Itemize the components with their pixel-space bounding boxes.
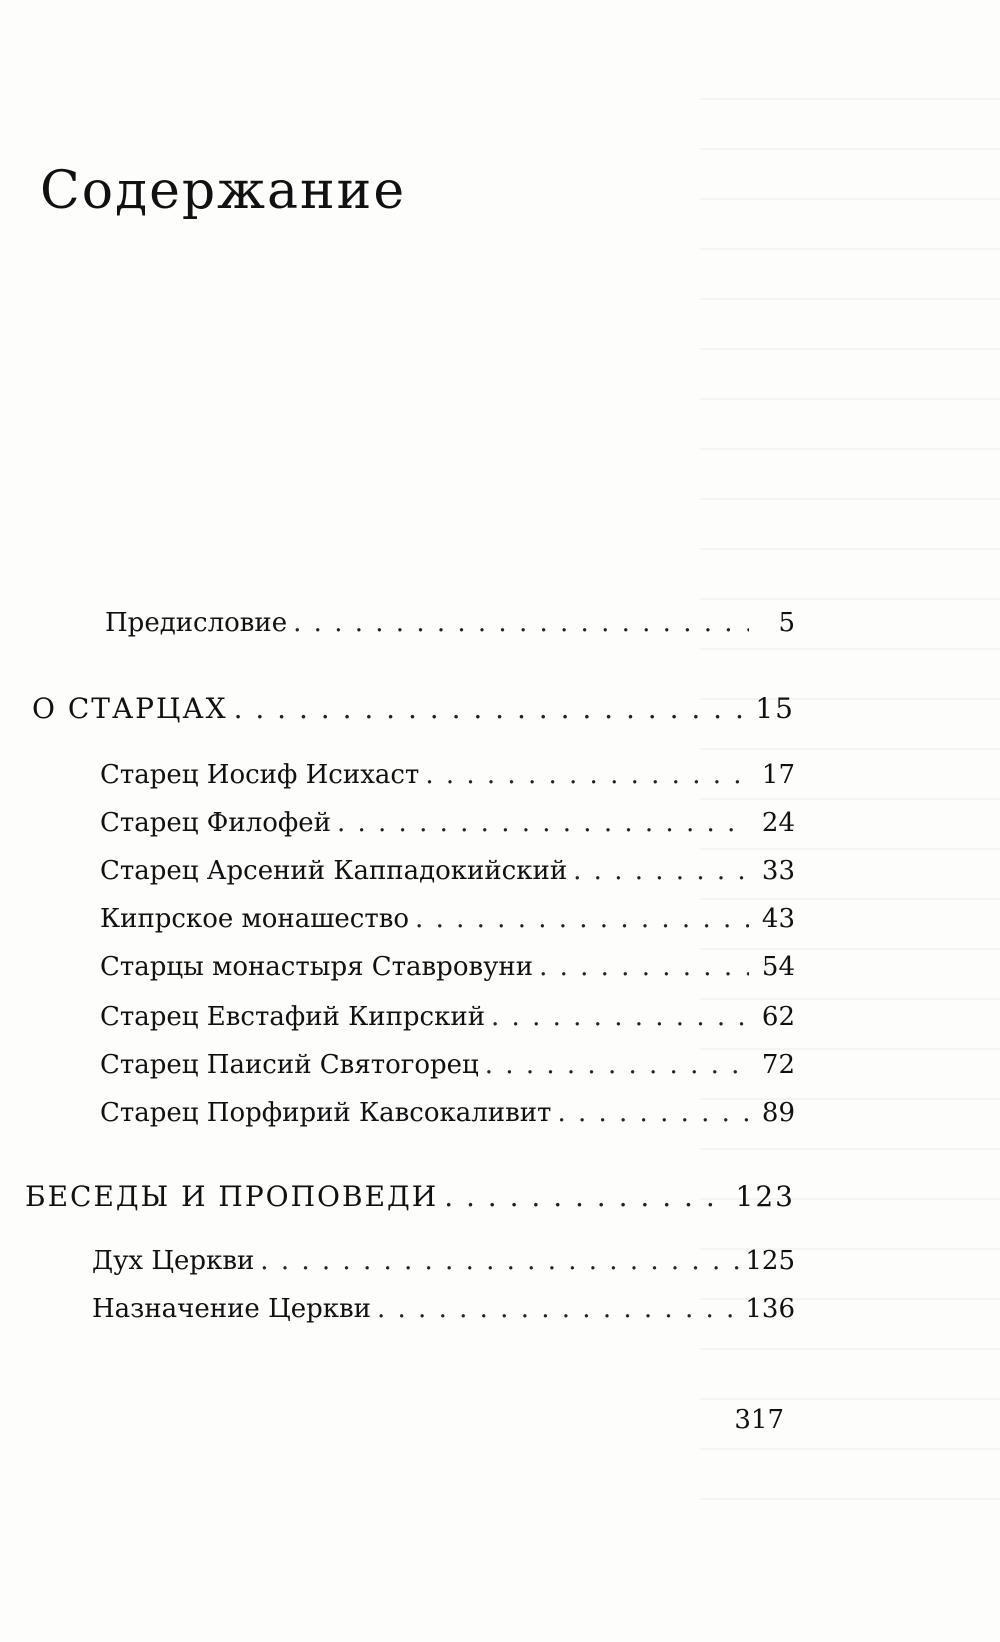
toc-entry <box>92 1294 795 1324</box>
toc-section-elders <box>32 692 795 725</box>
toc-section-label: О СТАРЦАХ <box>32 692 228 725</box>
toc-entry-label: Старец Арсений Каппадокийский <box>100 856 568 886</box>
toc-entry-label: Кипрское монашество <box>100 904 410 934</box>
toc-entry-label: Дух Церкви <box>92 1246 255 1276</box>
dot-leader <box>491 1002 749 1032</box>
toc-entry <box>100 808 795 838</box>
toc-entry-page: 89 <box>761 1098 795 1128</box>
toc-entry-label: Старец Филофей <box>100 808 331 838</box>
toc-entry-page: 43 <box>761 904 795 934</box>
dot-leader <box>415 904 749 934</box>
toc-entry-page: 62 <box>761 1002 795 1032</box>
toc-section-page: 15 <box>755 692 795 725</box>
toc-entry <box>92 1246 795 1276</box>
toc-entry-label: Старец Паисий Святогорец <box>100 1050 479 1080</box>
toc-entry-preface <box>105 608 795 638</box>
toc-entry <box>100 856 795 886</box>
dot-leader <box>260 1246 739 1276</box>
toc-section-label: БЕСЕДЫ И ПРОПОВЕДИ <box>25 1180 439 1213</box>
toc-entry <box>100 904 795 934</box>
page-folio: 317 <box>734 1405 784 1435</box>
toc-entry <box>100 1050 795 1080</box>
toc-entry <box>100 760 795 790</box>
toc-entry-page: 54 <box>761 952 795 982</box>
toc-entry-label: Предисловие <box>105 608 288 638</box>
dot-leader <box>539 952 749 982</box>
dot-leader <box>234 692 749 725</box>
toc-entry-page: 72 <box>761 1050 795 1080</box>
dot-leader <box>557 1098 749 1128</box>
toc-entry <box>100 1098 795 1128</box>
toc-entry-label: Старец Евстафий Кипрский <box>100 1002 486 1032</box>
toc-section-page: 123 <box>735 1180 795 1213</box>
toc-section-talks <box>25 1180 795 1213</box>
dot-leader <box>444 1180 729 1213</box>
toc-entry-page: 136 <box>745 1294 795 1324</box>
dot-leader <box>485 1050 749 1080</box>
toc-entry-page: 24 <box>761 808 795 838</box>
toc-entry <box>100 952 795 982</box>
toc-entry-label: Старец Порфирий Кавсокаливит <box>100 1098 552 1128</box>
dot-leader <box>293 608 749 638</box>
toc-entry-label: Назначение Церкви <box>92 1294 371 1324</box>
toc-entry-page: 5 <box>778 608 795 638</box>
dot-leader <box>377 1294 739 1324</box>
toc-entry-page: 17 <box>761 760 795 790</box>
dot-leader <box>573 856 749 886</box>
toc-entry <box>100 1002 795 1032</box>
toc-entry-label: Старец Иосиф Исихаст <box>100 760 420 790</box>
dot-leader <box>337 808 749 838</box>
page-title: Содержание <box>40 161 407 221</box>
toc-entry-page: 125 <box>745 1246 795 1276</box>
toc-entry-page: 33 <box>761 856 795 886</box>
toc-entry-label: Старцы монастыря Ставровуни <box>100 952 534 982</box>
dot-leader <box>425 760 749 790</box>
